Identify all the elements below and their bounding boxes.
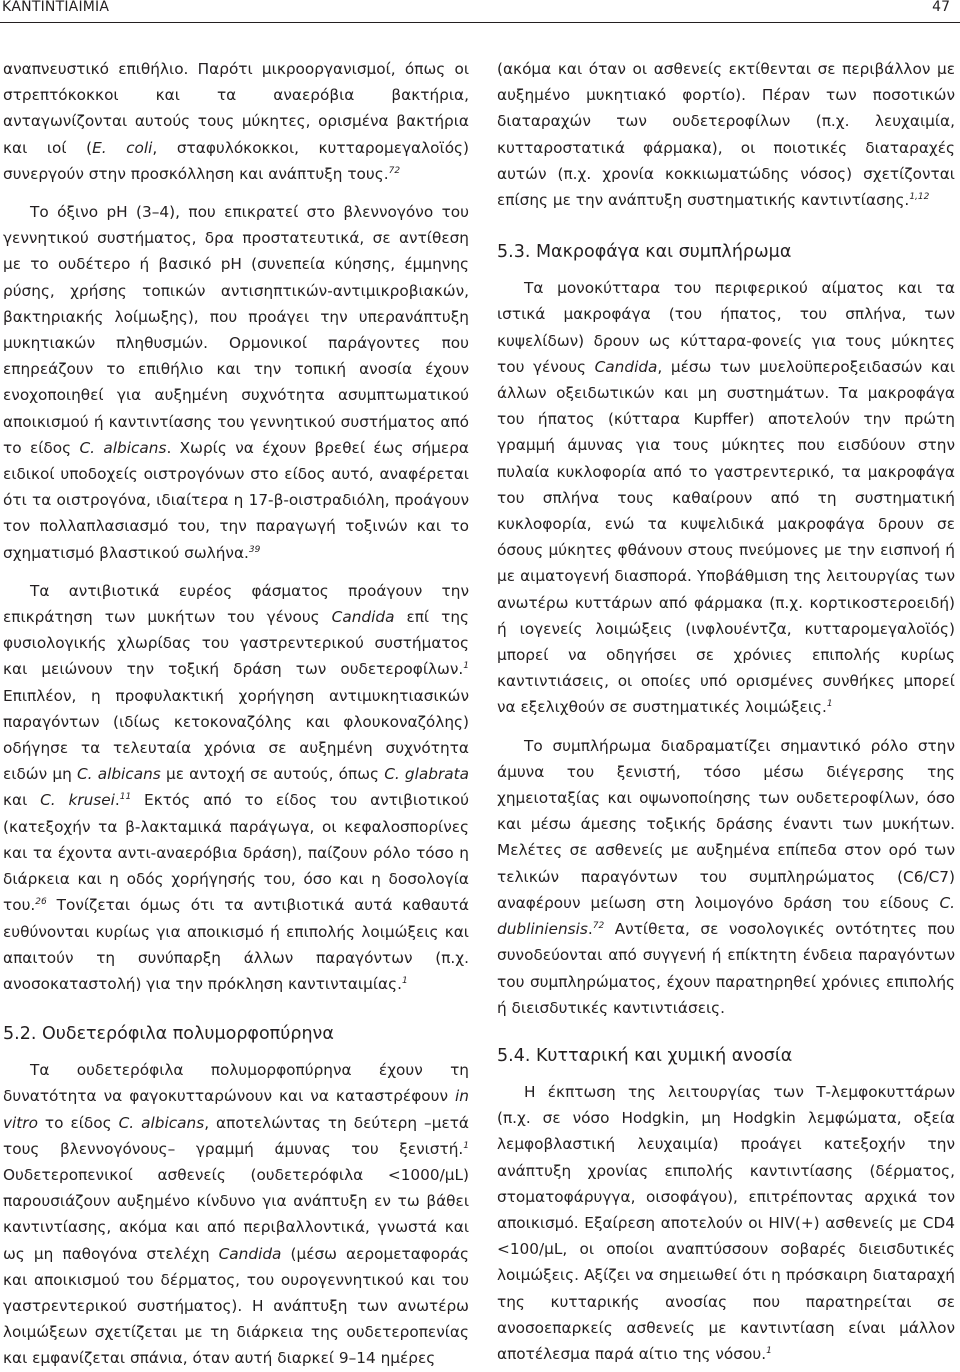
citation-superscript: 1 (766, 1345, 772, 1356)
left-column (3, 56, 469, 1372)
citation-superscript: 11 (119, 792, 132, 803)
text-run: Τα ουδετερόφιλα πολυμορφοπύρηνα έχουν τη δυνατότητα να φαγοκυτταρώνουν και να καταστρέφουν (3, 1061, 469, 1106)
right-column (497, 56, 955, 1367)
italic-term: C. albicans (76, 765, 161, 784)
italic-term: C. dubliniensis (497, 893, 955, 939)
text-run: Τονίζεται όμως ότι τα αντιβιοτικά αυτά καθαυτά ευθύνονται κυρίως για αποικισμό ή επιπολής λοιμώξεις και απαιτούν τη συνύπαρξη άλλων παραγόντων (π.χ. ανοσοκαταστολή) για την πρόκληση καντινταιμίας. (3, 896, 469, 993)
citation-superscript: 1 (463, 661, 469, 672)
section-heading-5-3: 5.3. Μακροφάγα και συμπλήρωμα (497, 242, 792, 263)
citation-superscript: 39 (248, 544, 261, 555)
text-run: Η έκπτωση της λειτουργίας των Τ-λεμφοκυττάρων (π.χ. σε νόσο Hodgkin, μη Hodgkin λεμφώματα, οξεία λεμφοβλαστική λευχαιμία) προάγει κατεξοχήν την ανάπτυξη χρονίας επιπολής καντιντίασης (δέρματος, στοματοφάρυγγα, οισοφάγου), επιτρέποντας αρχικά τον αποικισμό. Εξαίρεση αποτελούν οι HIV(+) ασθενείς με CD4 <100/μL, οι οποίοι αναπτύσσουν σοβαρές διεισδυτικές λοιμώξεις. Αξίζει να σημειωθεί ότι η πρόσκαιρη διαταραχή της κυτταρικής ανοσίας που παρατηρείται σε ανοσοεπαρκείς ασθενείς με καντιντίαση είναι μάλλον αποτέλεσμα παρά αίτιο της νόσου. (497, 1082, 955, 1363)
text-run: . Χωρίς να έχουν βρεθεί έως σήμερα ειδικοί υποδοχείς οιστρογόνων στο είδος αυτό, αναφέρεται ότι τα οιστρογόνα, ιδιαίτερα η 17-β-οιστραδιόλη, προάγουν τον πολλαπλασιασμό του, την παραγωγή τοξινών και το σχηματισμό βλαστικού σωλήνα. (3, 438, 469, 562)
citation-superscript: 26 (35, 897, 47, 908)
text-run: , σταφυλόκοκκοι, κυτταρομεγαλοϊός) συνεργούν στην προσκόλληση και ανάπτυξη τους. (3, 138, 469, 183)
text-run: Ουδετεροπενικοί ασθενείς (ουδετερόφιλα <1000/μL) παρουσιάζουν αυξημένο κίνδυνο για ανάπτυξη εν τω βάθει καντιντίασης, ακόμα και από περιβαλλοντικά, γνωστά και ως μη παθογόνα στελέχη (3, 1165, 469, 1263)
text-run: Τα αντιβιοτικά ευρέος φάσματος προάγουν την επικράτηση των μυκήτων του γένους (3, 581, 469, 627)
paragraph-respiratory-epithelium (3, 56, 469, 187)
text-run: . (587, 920, 593, 939)
text-run: Το συμπλήρωμα διαδραματίζει σημαντικό ρόλο στην άμυνα του ξενιστή, τόσο μέσω διέγερσης της χημειοταξίας και οψωνοποίησης των ουδετεροφίλων, όσο και μέσω άμεσης τοξικής δράσης έναντι των μυκήτων. Μελέτες σε ασθενείς με αυξημένα επίπεδα στον ορό των τελικών παραγόντων του συμπληρώματος (C6/C7) αναφέρουν μείωση στη λοιμογόνο δράση του είδους (497, 736, 955, 912)
italic-term: Candida (594, 357, 658, 376)
paragraph-acidic-ph (3, 199, 469, 566)
text-run: . (114, 791, 120, 810)
paragraph-neutrophils (3, 1057, 469, 1371)
text-run: Εκτός από το είδος του αντιβιοτικού (κατεξοχήν τα β-λακταμικά παράγωγα, οι κεφαλοσπορίνες και τα έχοντα αντι-αναερόβια δράση), παίζουν ρόλο τόσο η διάρκεια και η οδός χορήγησής του, όσο και η δοσολογία του. (3, 791, 470, 915)
paragraph-macrophages (497, 275, 955, 720)
citation-superscript: 72 (388, 165, 401, 176)
paragraph-neutrophil-disorders (497, 56, 955, 213)
text-run: Επιπλέον, η προφυλακτική χορήγηση αντιμυκητιασικών παραγόντων (ιδίως κετοκοναζόλης και φλουκοναζόλης) οδήγησε τα τελευταία χρόνια σε αυξημένη συχνότητα ειδών μη (3, 686, 469, 784)
text-run: το είδος (37, 1113, 119, 1132)
text-run: και (3, 791, 41, 810)
paragraph-antibiotics (3, 578, 469, 997)
italic-term: C. glabrata (384, 765, 470, 784)
text-run: αναπνευστικό επιθήλιο. Παρότι μικροοργανισμοί, όπως οι στρεπτόκοκκοι και τα αναερόβια βακτήρια, ανταγωνίζονται αυτούς τους μύκητες, ορισμένα βακτήρια και ιοί ( (3, 60, 469, 157)
paragraph-cellular-immunity (497, 1079, 955, 1367)
italic-term: Candida (331, 608, 395, 627)
italic-term: E. coli (92, 138, 153, 157)
paragraph-complement (497, 733, 955, 1021)
text-run: (μέσω αερομεταφοράς και αποικισμού του δέρματος, του ουρογεννητικού και του γαστρεντερικού συστήματος). Η ανάπτυξη των ανωτέρω λοιμώξεων σχετίζεται με τη διάρκεια της ουδετεροπενίας και εμφανίζεται σπάνια, όταν αυτή διαρκεί 9–14 ημέρες (3, 1244, 469, 1368)
text-run: Το όξινο pH (3–4), που επικρατεί στο βλεννογόνο του γεννητικού συστήματος, δρα προστατευτικά, σε αντίθεση με το ουδέτερο ή βασικό pH (συνεπεία κύησης, έμμηνης ρύσης, χρήσης τοπικών αντισηπτικών-αντιμικροβιακών, βακτηριακής λοίμωξης), που προάγει την υπερανάπτυξη μυκητιακών πληθυσμών. Ορμονικοί παράγοντες που επηρεάζουν το επιθήλιο και την τοπική ανοσία έχουν ενοχοποιηθεί για αυξημένη συχνότητα ασυμπτωματικού αποικισμού ή καντιντίασης του γεννητικού συστήματος από το είδος (3, 203, 469, 457)
text-run: (ακόμα και όταν οι ασθενείς εκτίθενται σε περιβάλλον με αυξημένο μυκητιακό φορτίο). Πέραν των ποσοτικών διαταραχών των ουδετεροφίλων (π.χ. λευχαιμία, κυτταροστατικά φάρμακα), οι ποιοτικές διαταραχές αυτών (π.χ. χρονία κοκκιωματώδης νόσος) σχετίζονται επίσης με την ανάπτυξη συστηματικής καντιντίασης. (497, 60, 955, 210)
journal-section-label: ΚΑΝΤΙΝΤΙΑΙΜΙΑ (2, 0, 110, 15)
text-run: με αντοχή σε αυτούς, όπως (160, 765, 385, 784)
citation-superscript: 1,12 (909, 192, 930, 203)
italic-term: C. krusei (40, 791, 115, 810)
italic-term: Candida (218, 1244, 282, 1263)
running-header (0, 0, 960, 22)
text-run: Τα μονοκύτταρα του περιφερικού αίματος και τα ιστικά μακροφάγα (του ήπατος, του σπλήνα, των κυψελίδων) δρουν ως κύτταρα-φονείς για τους μύκητες του γένους (497, 279, 955, 376)
text-run: Αντίθετα, σε νοσολογικές οντότητες που συνοδεύονται από συγγενή ή επίκτητη ένδεια παραγόντων του συμπληρώματος, έχουν παρατηρηθεί χρόνιες επιπολής ή διεισδυτικές καντιντιάσεις. (497, 920, 955, 1017)
citation-superscript: 72 (592, 921, 605, 932)
citation-superscript: 1 (401, 975, 408, 986)
page-number: 47 (932, 0, 950, 15)
italic-term: C. albicans (79, 438, 167, 457)
section-heading-5-4: 5.4. Κυτταρική και χυμική ανοσία (497, 1045, 793, 1066)
citation-superscript: 1 (463, 1140, 469, 1151)
italic-term: in vitro (3, 1087, 469, 1132)
header-rule (0, 22, 960, 23)
italic-term: C. albicans (118, 1113, 205, 1132)
section-heading-5-2: 5.2. Ουδετερόφιλα πολυμορφοπύρηνα (3, 1024, 334, 1045)
text-run: επί της φυσιολογικής χλωρίδας του γαστρεντερικού συστήματος και μειώνουν την τοξική δράση των ουδετεροφίλων. (3, 608, 469, 679)
text-run: , αποτελώντας τη δεύτερη –μετά τους βλεννογόνους– γραμμή άμυνας του ξενιστή. (3, 1113, 469, 1158)
citation-superscript: 1 (826, 699, 833, 710)
text-run: , μέσω των μυελοϋπεροξειδασών και άλλων οξειδωτικών και μη συστημάτων. Τα μακροφάγα του ήπατος (κύτταρα Kupffer) αποτελούν την πρώτη γραμμή άμυνας για τους μύκητες που εισδύουν στην πυλαία κυκλοφορία από το γαστρεντερικό, τα μακροφάγα του σπλήνα τους καθαίρουν από τη συστηματική κυκλοφορία, ενώ τα κυψελιδικά μακροφάγα δρουν σε όσους μύκητες φθάνουν στους πνεύμονες με την εισπνοή ή με αιματογενή διασπορά. Υποβάθμιση της λειτουργίας των ανωτέρω κυττάρων από φάρμακα (π.χ. κορτικοστεροειδή) ή ιογενείς λοιμώξεις (ινφλουέντζα, κυτταρομεγαλοϊός) μπορεί να οδηγήσει σε χρόνιες επιπολής κυρίως καντιντιάσεις, οι οποίες υπό ορισμένες συνθήκες μπορεί να εξελιχθούν σε συστηματικές λοιμώξεις. (497, 357, 955, 717)
